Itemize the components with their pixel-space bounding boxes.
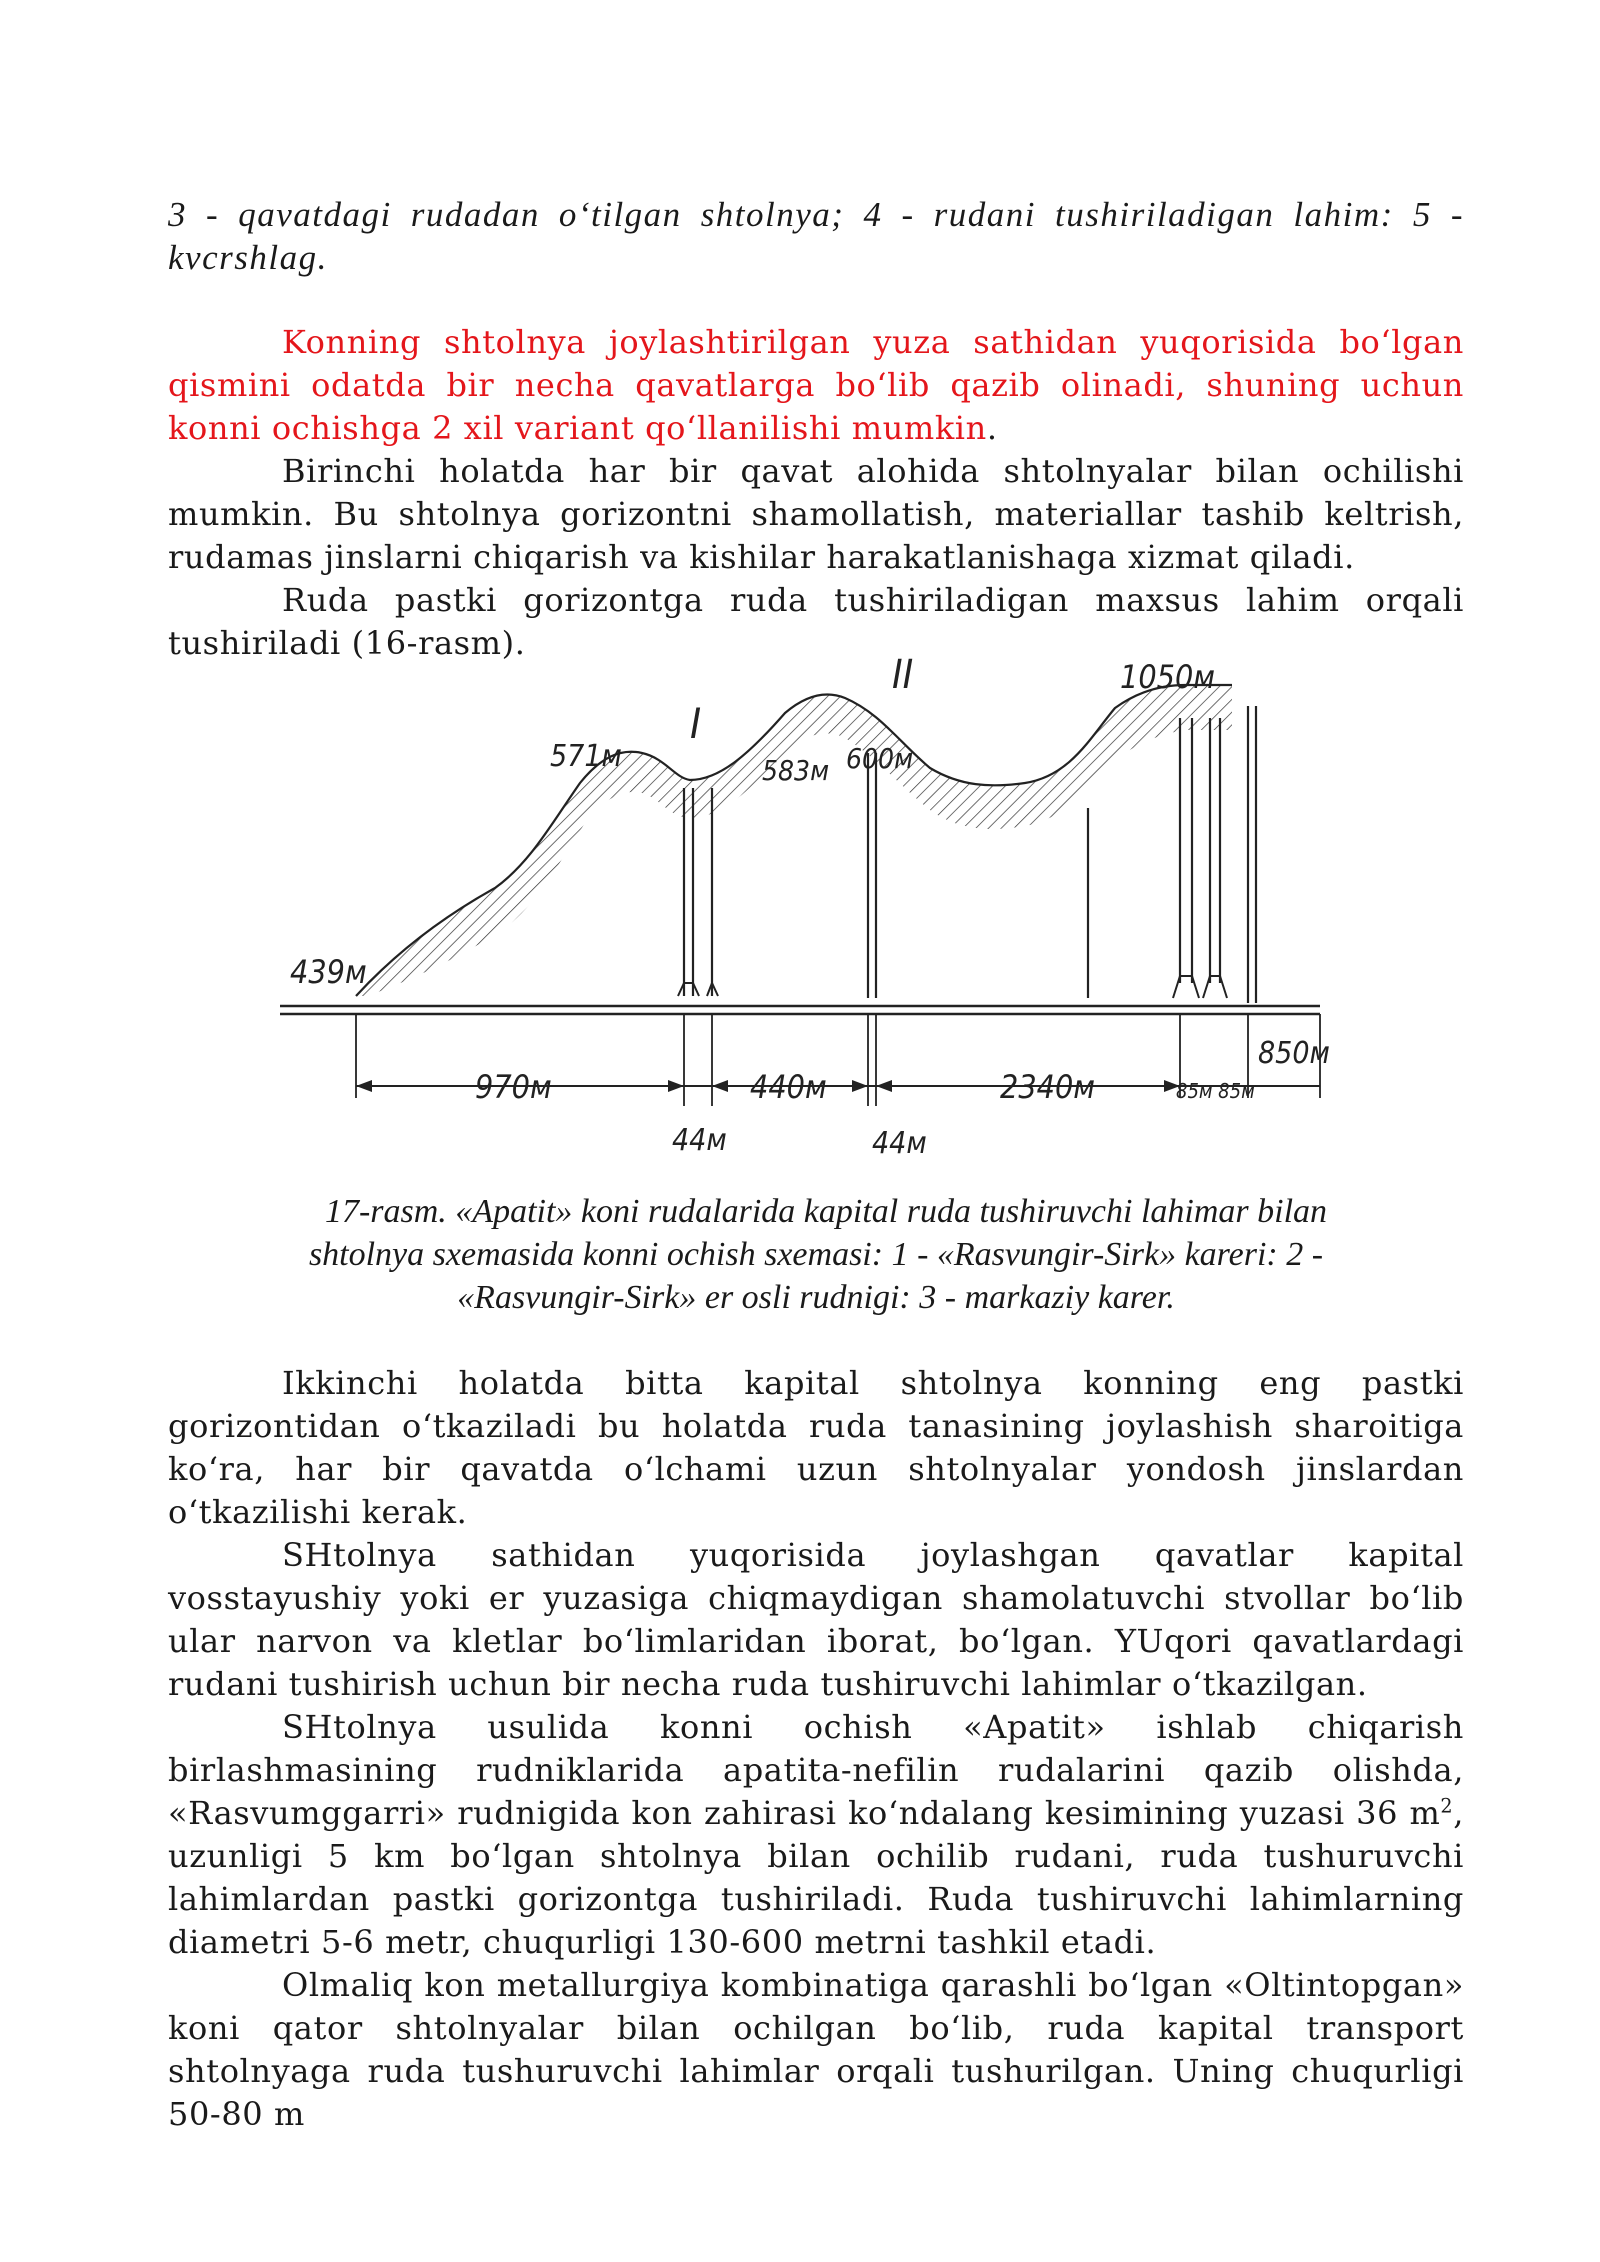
label-elev-1050: 1050м xyxy=(1120,658,1215,696)
label-dist-970: 970м xyxy=(475,1068,552,1106)
shaft-i-base xyxy=(678,983,699,996)
paragraph-apatit-end: , uzunligi 5 km bo‘lgan shtolnya bilan ochilib rudani, ruda tushuruvchi lahimlardan pastki gorizontga tushiriladi. Ruda tushiruvchi lahimlarning diametri 5-6 metr, chuqurligi 130-600 metrni tashkil etadi. xyxy=(168,1794,1464,1961)
paragraph-apatit-start: SHtolnya usulida konni ochish «Apatit» ishlab chiqarish birlashmasining rudniklarida apatita-nefilin rudalarini qazib olishda, «Rasvumggarri» rudnigida kon zahirasi ko‘ndalang kesimining yuzasi 36 m xyxy=(168,1708,1464,1832)
label-roman-ii: II xyxy=(892,658,914,698)
caption-line-2: shtolnya sxemasida konni ochish sxemasi: 1 - «Rasvungir-Sirk» kareri: 2 - xyxy=(308,1236,1324,1273)
red-paragraph-tail: . xyxy=(986,409,998,447)
label-dist-850: 850м xyxy=(1258,1036,1330,1071)
paragraph-apatit xyxy=(168,1706,1464,1964)
top-paragraphs xyxy=(168,321,1464,665)
dimension-arrow-970-end xyxy=(668,1080,684,1092)
shaft-1050-base-1 xyxy=(1173,976,1199,998)
label-elev-439: 439м xyxy=(290,953,367,991)
terrain-hatching xyxy=(356,685,1232,996)
shaft-1050-base-2 xyxy=(1203,976,1227,998)
paragraph-shtolnya-sathidan: SHtolnya sathidan yuqorisida joylashgan qavatlar kapital vosstayushiy yoki er yuzasiga chiqmaydigan shamolatuvchi stvollar bo‘lib ular narvon va kletlar bo‘limlaridan iborat, bo‘lgan. YUqori qavatlardagi rudani tushirish uchun bir necha ruda tushiruvchi lahimlar o‘tkazilgan. xyxy=(168,1536,1464,1703)
red-paragraph xyxy=(168,321,1464,450)
label-shaft-44-a: 44м xyxy=(672,1123,727,1158)
label-dist-2340: 2340м xyxy=(1000,1068,1095,1106)
figure-caption xyxy=(168,1190,1464,1319)
dimension-arrow-2340-start xyxy=(876,1080,892,1092)
paragraph-birinchi: Birinchi holatda har bir qavat alohida shtolnyalar bilan ochilishi mumkin. Bu shtolnya gorizontni shamollatish, materiallar tashib keltrish, rudamas jinslarni chiqarish va kishilar harakatlanishaga xizmat qiladi. xyxy=(168,452,1464,576)
dimension-arrow-start xyxy=(356,1080,372,1092)
continuation-caption-text: 3 - qavatdagi rudadan o‘tilgan shtolnya; 4 - rudani tushiriladigan lahim: 5 - kvcrshlag. xyxy=(168,195,1464,277)
label-elev-600: 600м xyxy=(846,742,914,775)
mine-section-figure xyxy=(280,658,1360,1163)
caption-line-1: 17-rasm. «Apatit» koni rudalarida kapital ruda tushiruvchi lahimar bilan xyxy=(324,1193,1328,1230)
label-roman-i: I xyxy=(690,699,702,748)
label-dist-440: 440м xyxy=(750,1068,827,1106)
label-elev-583: 583м xyxy=(762,754,830,787)
label-shaft-44-b: 44м xyxy=(872,1126,927,1161)
paragraph-olmaliq: Olmaliq kon metallurgiya kombinatiga qarashli bo‘lgan «Oltintopgan» koni qator shtolnyalar bilan ochilgan bo‘lib, ruda kapital transport shtolnyaga ruda tushuruvchi lahimlar orqali tushurilgan. Uning chuqurligi 50-80 m xyxy=(168,1966,1464,2133)
bottom-paragraphs xyxy=(168,1362,1464,2136)
red-paragraph-text: Konning shtolnya joylashtirilgan yuza sathidan yuqorisida bo‘lgan qismini odatda bir necha qavatlarga bo‘lib qazib olinadi, shuning uchun konni ochishga 2 xil variant qo‘llanilishi mumkin xyxy=(168,323,1464,447)
dimension-arrow-440-end xyxy=(852,1080,868,1092)
label-dist-small: 85м 85м xyxy=(1176,1079,1255,1103)
paragraph-ikkinchi: Ikkinchi holatda bitta kapital shtolnya konning eng pastki gorizontidan o‘tkaziladi bu holatda ruda tanasining joylashish sharoitiga ko‘ra, har bir qavatda o‘lchami uzun shtolnyalar yondosh jinslardan o‘tkazilishi kerak. xyxy=(168,1364,1464,1531)
caption-line-3: «Rasvungir-Sirk» er osli rudnigi: 3 - markaziy karer. xyxy=(457,1279,1175,1316)
label-elev-571: 571м xyxy=(550,739,622,774)
dimension-arrow-440-start xyxy=(712,1080,728,1092)
continuation-caption xyxy=(168,193,1464,279)
paragraph-ruda: Ruda pastki gorizontga ruda tushiriladigan maxsus lahim orqali tushiriladi (16-rasm). xyxy=(168,581,1464,662)
superscript-2: 2 xyxy=(1440,1794,1454,1818)
